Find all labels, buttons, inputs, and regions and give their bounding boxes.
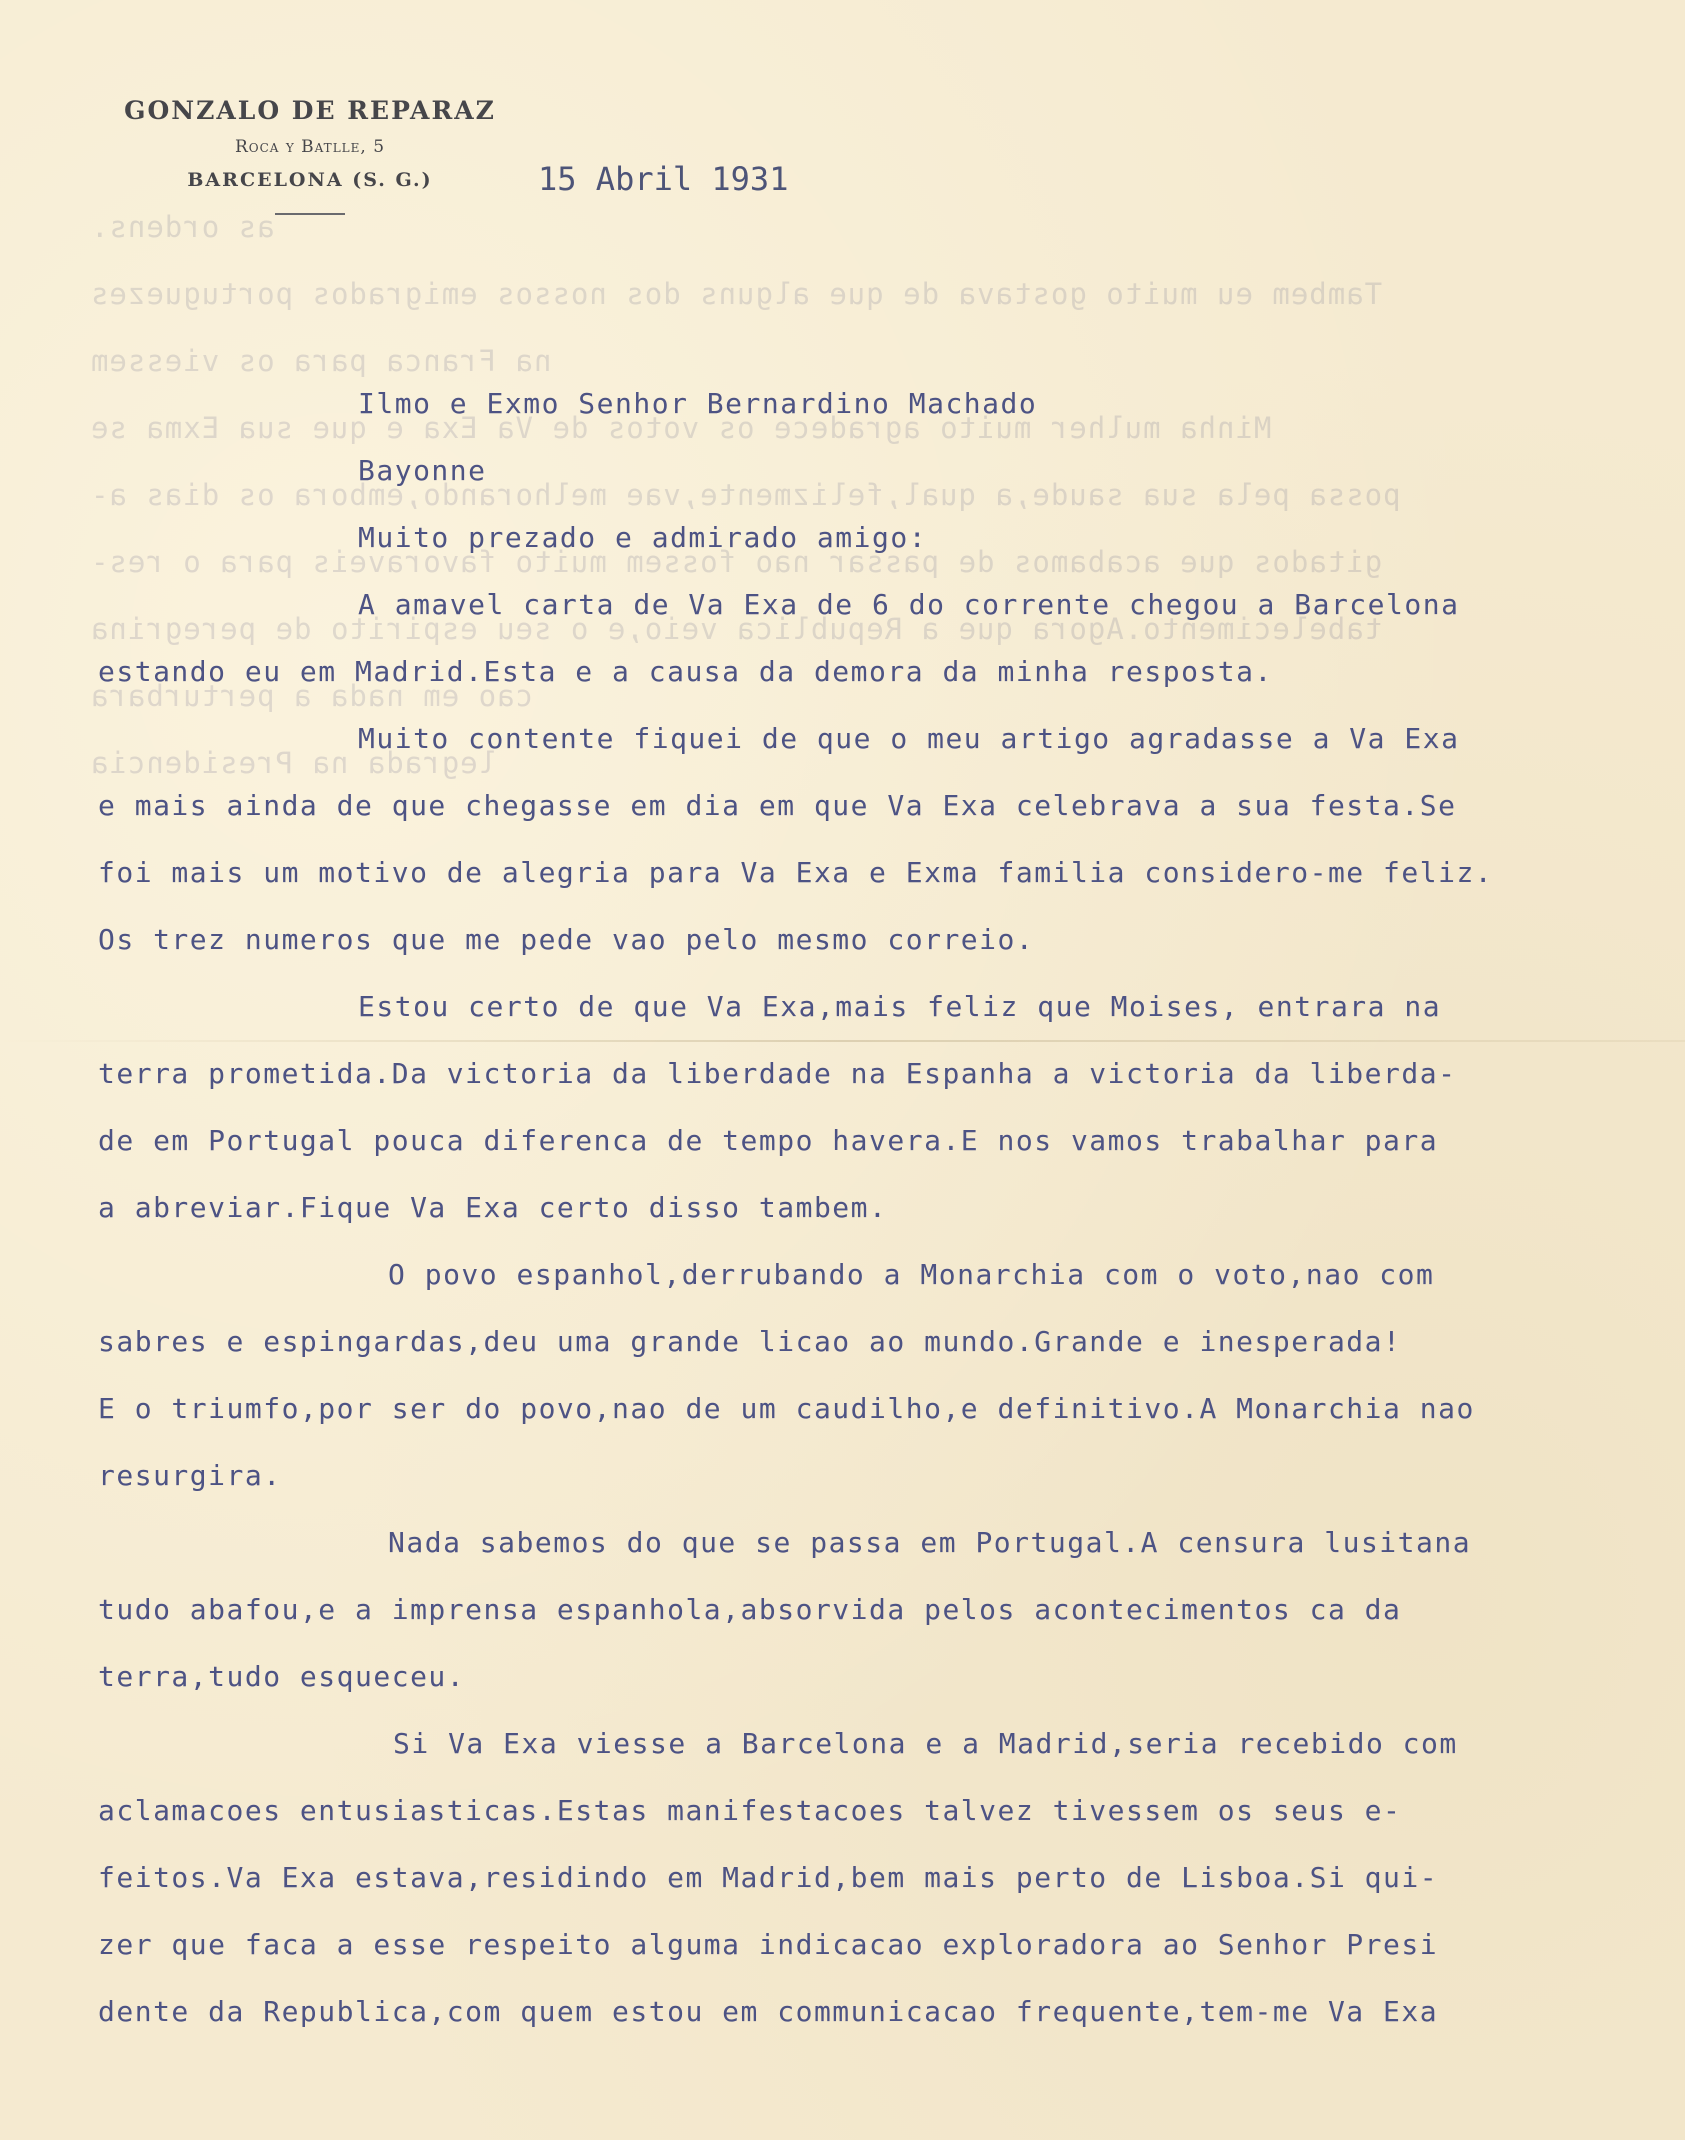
bleed-line: tabelecimento.Agora que a Republica veio,e o seu espirito de peregrina [90, 612, 1383, 646]
bleed-line: cao em nada a perturbara [90, 679, 534, 713]
body-line: Estou certo de que Va Exa,mais feliz que Moises, entrara na [358, 990, 1442, 1023]
body-line: foi mais um motivo de alegria para Va Exa e Exma familia considero-me feliz. [98, 856, 1494, 889]
bleed-line: Minha mulher muito agradece os votos de Va Exa e que sua Exma se [90, 411, 1272, 445]
bleed-line: Tambem eu muito gostava de que alguns dos nossos emigrados portuguezes [90, 277, 1383, 311]
body-line: A amavel carta de Va Exa de 6 do corrente chegou a Barcelona [358, 588, 1460, 621]
body-line: feitos.Va Exa estava,residindo em Madrid,bem mais perto de Lisboa.Si qui- [98, 1861, 1439, 1894]
body-line: E o triumfo,por ser do povo,nao de um caudilho,e definitivo.A Monarchia nao [98, 1392, 1475, 1425]
body-line: sabres e espingardas,deu uma grande licao ao mundo.Grande e inesperada! [98, 1325, 1402, 1358]
body-line: zer que faca a esse respeito alguma indicacao exploradora ao Senhor Presi [98, 1928, 1439, 1961]
salutation-line: Muito prezado e admirado amigo: [358, 521, 928, 554]
body-line: tudo abafou,e a imprensa espanhola,absorvida pelos acontecimentos ca da [98, 1593, 1402, 1626]
letterhead [110, 96, 510, 215]
body-line: O povo espanhol,derrubando a Monarchia com o voto,nao com [388, 1258, 1435, 1291]
bleed-line: as ordens. [90, 210, 275, 244]
bleed-line: na Franca para os viessem [90, 344, 552, 378]
recipient-line: Ilmo e Exmo Senhor Bernardino Machado [358, 387, 1038, 420]
recipient-location: Bayonne [358, 454, 487, 487]
body-line: Muito contente fiquei de que o meu artigo agradasse a Va Exa [358, 722, 1460, 755]
body-line: resurgira. [98, 1459, 282, 1492]
letterhead-rule [275, 213, 345, 215]
body-line: terra,tudo esqueceu. [98, 1660, 466, 1693]
body-line: Si Va Exa viesse a Barcelona e a Madrid,seria recebido com [393, 1727, 1458, 1760]
bleed-line: legrada na Presidencia [90, 746, 497, 780]
letterhead-name: GONZALO DE REPARAZ [124, 96, 496, 125]
body-line: estando eu em Madrid.Esta e a causa da demora da minha resposta. [98, 655, 1273, 688]
body-line: dente da Republica,com quem estou em communicacao frequente,tem-me Va Exa [98, 1995, 1439, 2028]
body-line: de em Portugal pouca diferenca de tempo havera.E nos vamos trabalhar para [98, 1124, 1439, 1157]
body-line: Nada sabemos do que se passa em Portugal.A censura lusitana [388, 1526, 1472, 1559]
body-line: Os trez numeros que me pede vao pelo mesmo correio. [98, 923, 1035, 956]
letter-body [98, 370, 1618, 2045]
bleed-line: possa pela sua saude,a qual,felizmente,vae melhorando,embora os dias a- [90, 478, 1401, 512]
letterhead-city: BARCELONA (S. G.) [187, 169, 433, 191]
body-line: aclamacoes entusiasticas.Estas manifestacoes talvez tivessem os seus e- [98, 1794, 1402, 1827]
letterhead-address: Roca y Batlle, 5 [234, 137, 386, 157]
body-line: a abreviar.Fique Va Exa certo disso tambem. [98, 1191, 888, 1224]
letter-date: 15 Abril 1931 [538, 160, 789, 198]
body-line: e mais ainda de que chegasse em dia em que Va Exa celebrava a sua festa.Se [98, 789, 1457, 822]
body-line: terra prometida.Da victoria da liberdade na Espanha a victoria da liberda- [98, 1057, 1457, 1090]
bleed-line: gitados que acabamos de passar nao fossem muito favoraveis para o res- [90, 545, 1383, 579]
